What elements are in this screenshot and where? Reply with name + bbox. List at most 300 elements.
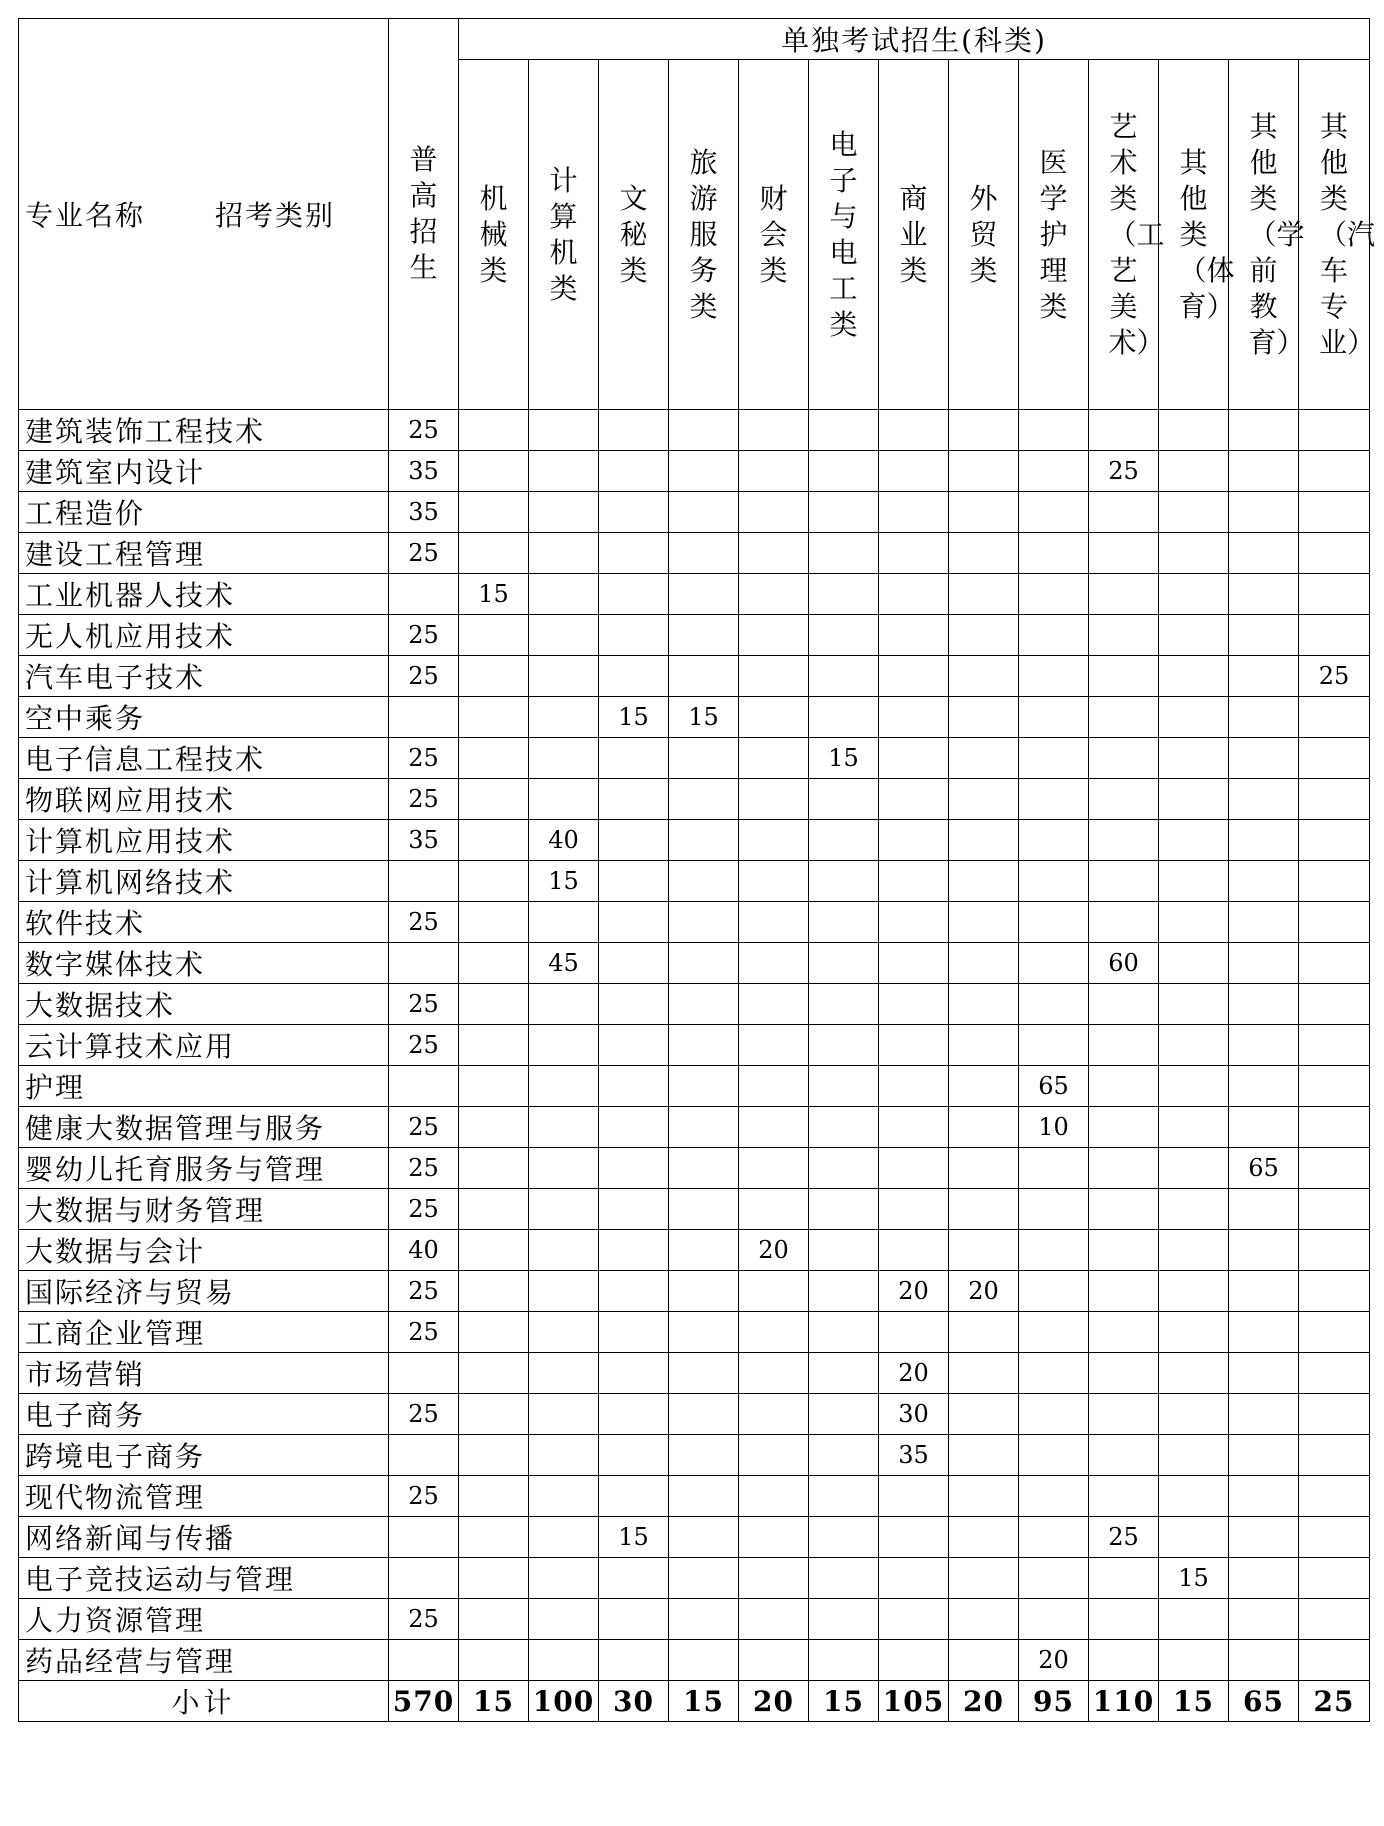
quota-cell xyxy=(739,738,809,779)
quota-cell xyxy=(459,615,529,656)
quota-cell xyxy=(459,1640,529,1681)
quota-cell xyxy=(879,779,949,820)
quota-cell xyxy=(739,1599,809,1640)
quota-cell xyxy=(1229,1271,1299,1312)
quota-cell xyxy=(949,902,1019,943)
enrollment-plan-table xyxy=(18,18,1376,1722)
quota-cell xyxy=(1089,1599,1159,1640)
major-name: 市场营销 xyxy=(19,1353,389,1394)
quota-cell xyxy=(1299,1312,1370,1353)
quota-cell: 20 xyxy=(949,1271,1019,1312)
quota-cell xyxy=(459,861,529,902)
category-header-2 xyxy=(599,60,669,410)
subtotal-cell: 570 xyxy=(389,1681,459,1722)
category-label: 电子与电工类 xyxy=(829,127,858,341)
quota-cell xyxy=(529,410,599,451)
subtotal-cell: 95 xyxy=(1019,1681,1089,1722)
quota-cell xyxy=(1159,656,1229,697)
quota-cell xyxy=(1019,820,1089,861)
quota-cell: 35 xyxy=(389,451,459,492)
quota-cell: 10 xyxy=(1019,1107,1089,1148)
quota-cell xyxy=(389,1640,459,1681)
quota-cell xyxy=(1229,410,1299,451)
major-name: 婴幼儿托育服务与管理 xyxy=(19,1148,389,1189)
quota-cell xyxy=(669,902,739,943)
major-name: 工程造价 xyxy=(19,492,389,533)
quota-cell xyxy=(459,1107,529,1148)
subtotal-cell: 15 xyxy=(459,1681,529,1722)
quota-cell xyxy=(599,943,669,984)
quota-cell xyxy=(599,1558,669,1599)
quota-cell xyxy=(1229,902,1299,943)
quota-cell: 25 xyxy=(389,738,459,779)
quota-cell xyxy=(1089,779,1159,820)
quota-cell xyxy=(389,697,459,738)
quota-cell xyxy=(669,574,739,615)
quota-cell xyxy=(1089,1066,1159,1107)
quota-cell: 25 xyxy=(389,1148,459,1189)
quota-cell xyxy=(529,451,599,492)
quota-cell xyxy=(1229,738,1299,779)
quota-cell xyxy=(1159,984,1229,1025)
table-row xyxy=(19,492,1370,533)
subtotal-cell: 65 xyxy=(1229,1681,1299,1722)
quota-cell xyxy=(529,492,599,533)
quota-cell xyxy=(669,820,739,861)
quota-cell xyxy=(809,820,879,861)
quota-cell xyxy=(809,1107,879,1148)
quota-cell xyxy=(459,492,529,533)
quota-cell xyxy=(599,656,669,697)
table-row xyxy=(19,820,1370,861)
quota-cell xyxy=(739,1148,809,1189)
quota-cell xyxy=(949,410,1019,451)
major-name: 计算机网络技术 xyxy=(19,861,389,902)
table-row xyxy=(19,779,1370,820)
quota-cell xyxy=(879,615,949,656)
major-name: 大数据与会计 xyxy=(19,1230,389,1271)
quota-cell xyxy=(739,492,809,533)
single-exam-group-header: 单独考试招生(科类) xyxy=(459,19,1370,60)
quota-cell xyxy=(599,1148,669,1189)
category-label: 机械类 xyxy=(479,181,508,287)
quota-cell xyxy=(1229,1599,1299,1640)
quota-cell xyxy=(599,1353,669,1394)
major-name: 大数据技术 xyxy=(19,984,389,1025)
quota-cell xyxy=(1229,656,1299,697)
quota-cell xyxy=(599,861,669,902)
quota-cell xyxy=(599,615,669,656)
quota-cell xyxy=(1019,410,1089,451)
quota-cell: 25 xyxy=(389,1107,459,1148)
major-name: 人力资源管理 xyxy=(19,1599,389,1640)
quota-cell xyxy=(1299,861,1370,902)
quota-cell xyxy=(1089,697,1159,738)
quota-cell xyxy=(1019,943,1089,984)
category-label: 文秘类 xyxy=(619,181,648,287)
quota-cell xyxy=(1299,1025,1370,1066)
quota-cell xyxy=(809,1517,879,1558)
quota-cell xyxy=(949,574,1019,615)
quota-cell xyxy=(1089,1312,1159,1353)
quota-cell xyxy=(879,1148,949,1189)
quota-cell xyxy=(1299,1435,1370,1476)
quota-cell xyxy=(1299,943,1370,984)
quota-cell xyxy=(879,943,949,984)
subtotal-cell: 20 xyxy=(949,1681,1019,1722)
quota-cell xyxy=(459,1435,529,1476)
quota-cell xyxy=(529,1476,599,1517)
quota-cell xyxy=(459,1271,529,1312)
quota-cell xyxy=(1089,533,1159,574)
quota-cell: 15 xyxy=(459,574,529,615)
category-label: 其他类（汽车专业） xyxy=(1319,109,1376,359)
quota-cell xyxy=(1299,738,1370,779)
quota-cell xyxy=(599,410,669,451)
subtotal-row xyxy=(19,1681,1370,1722)
quota-cell xyxy=(739,1271,809,1312)
quota-cell xyxy=(739,943,809,984)
quota-cell xyxy=(1089,1230,1159,1271)
quota-cell xyxy=(1159,1271,1229,1312)
quota-cell xyxy=(809,1025,879,1066)
quota-cell: 65 xyxy=(1229,1148,1299,1189)
quota-cell xyxy=(599,820,669,861)
quota-cell xyxy=(529,1517,599,1558)
quota-cell xyxy=(879,1640,949,1681)
general-enrollment-header xyxy=(389,19,459,410)
subtotal-cell: 25 xyxy=(1299,1681,1370,1722)
quota-cell xyxy=(389,861,459,902)
table-row xyxy=(19,615,1370,656)
quota-cell xyxy=(389,1558,459,1599)
quota-cell xyxy=(879,1476,949,1517)
quota-cell xyxy=(1229,1312,1299,1353)
major-name: 工商企业管理 xyxy=(19,1312,389,1353)
quota-cell xyxy=(809,410,879,451)
table-row xyxy=(19,1271,1370,1312)
quota-cell xyxy=(949,1435,1019,1476)
quota-cell xyxy=(879,1312,949,1353)
quota-cell xyxy=(459,1517,529,1558)
quota-cell xyxy=(949,1025,1019,1066)
quota-cell xyxy=(949,1476,1019,1517)
quota-cell xyxy=(599,1271,669,1312)
quota-cell xyxy=(669,1476,739,1517)
quota-cell: 25 xyxy=(389,1271,459,1312)
quota-cell xyxy=(879,1599,949,1640)
major-name: 国际经济与贸易 xyxy=(19,1271,389,1312)
quota-cell xyxy=(599,492,669,533)
quota-cell xyxy=(879,1066,949,1107)
quota-cell: 15 xyxy=(669,697,739,738)
quota-cell xyxy=(739,533,809,574)
major-name: 建筑室内设计 xyxy=(19,451,389,492)
quota-cell xyxy=(739,656,809,697)
category-header-3 xyxy=(669,60,739,410)
quota-cell xyxy=(809,656,879,697)
subtotal-cell: 15 xyxy=(669,1681,739,1722)
quota-cell xyxy=(529,697,599,738)
major-name: 建设工程管理 xyxy=(19,533,389,574)
quota-cell xyxy=(949,1066,1019,1107)
table-row xyxy=(19,410,1370,451)
quota-cell xyxy=(669,1271,739,1312)
quota-cell xyxy=(949,1107,1019,1148)
table-row xyxy=(19,574,1370,615)
quota-cell: 35 xyxy=(389,820,459,861)
quota-cell xyxy=(529,1148,599,1189)
table-row xyxy=(19,1394,1370,1435)
quota-cell xyxy=(459,410,529,451)
quota-cell xyxy=(669,1189,739,1230)
quota-cell xyxy=(949,984,1019,1025)
quota-cell xyxy=(669,656,739,697)
quota-cell xyxy=(1019,738,1089,779)
quota-cell: 25 xyxy=(389,1476,459,1517)
table-row xyxy=(19,533,1370,574)
quota-cell xyxy=(809,1066,879,1107)
quota-cell xyxy=(1229,1640,1299,1681)
quota-cell xyxy=(529,1025,599,1066)
quota-cell xyxy=(389,1066,459,1107)
quota-cell xyxy=(1019,1189,1089,1230)
quota-cell xyxy=(1299,1517,1370,1558)
quota-cell xyxy=(949,1353,1019,1394)
quota-cell xyxy=(459,902,529,943)
quota-cell xyxy=(879,451,949,492)
quota-cell xyxy=(1019,1353,1089,1394)
quota-cell xyxy=(1299,1189,1370,1230)
quota-cell xyxy=(879,574,949,615)
category-label: 计算机类 xyxy=(549,163,578,305)
quota-cell xyxy=(1229,492,1299,533)
quota-cell xyxy=(1089,1107,1159,1148)
quota-cell xyxy=(1089,1394,1159,1435)
quota-cell xyxy=(1019,492,1089,533)
quota-cell xyxy=(1299,492,1370,533)
major-name: 跨境电子商务 xyxy=(19,1435,389,1476)
quota-cell xyxy=(669,1230,739,1271)
quota-cell xyxy=(1089,1640,1159,1681)
table-row xyxy=(19,1435,1370,1476)
quota-cell xyxy=(1089,656,1159,697)
category-header-12 xyxy=(1299,60,1376,410)
quota-cell xyxy=(669,861,739,902)
quota-cell xyxy=(669,1640,739,1681)
quota-cell xyxy=(809,1435,879,1476)
quota-cell xyxy=(1089,1189,1159,1230)
quota-cell: 25 xyxy=(389,533,459,574)
quota-cell xyxy=(1019,656,1089,697)
quota-cell xyxy=(879,902,949,943)
quota-cell xyxy=(809,943,879,984)
category-header-6 xyxy=(879,60,949,410)
quota-cell xyxy=(599,1599,669,1640)
quota-cell xyxy=(949,1189,1019,1230)
enrollment-table-sheet xyxy=(18,18,1376,1722)
quota-cell xyxy=(1159,1312,1229,1353)
quota-cell xyxy=(599,738,669,779)
quota-cell xyxy=(1299,902,1370,943)
quota-cell xyxy=(739,779,809,820)
general-enrollment-label: 普高招生 xyxy=(409,143,438,284)
quota-cell xyxy=(669,1107,739,1148)
quota-cell xyxy=(879,1025,949,1066)
quota-cell xyxy=(1299,1066,1370,1107)
category-label: 旅游服务类 xyxy=(689,145,718,323)
quota-cell xyxy=(1159,1476,1229,1517)
table-row xyxy=(19,1476,1370,1517)
quota-cell xyxy=(879,1230,949,1271)
quota-cell xyxy=(599,1025,669,1066)
category-header-4 xyxy=(739,60,809,410)
quota-cell xyxy=(739,1312,809,1353)
quota-cell xyxy=(739,1189,809,1230)
quota-cell xyxy=(1159,738,1229,779)
quota-cell xyxy=(1229,1107,1299,1148)
quota-cell xyxy=(1159,1353,1229,1394)
quota-cell xyxy=(1299,1230,1370,1271)
quota-cell: 25 xyxy=(1089,451,1159,492)
table-row xyxy=(19,1558,1370,1599)
category-label: 财会类 xyxy=(759,181,788,287)
table-row xyxy=(19,656,1370,697)
quota-cell xyxy=(389,943,459,984)
major-name: 电子商务 xyxy=(19,1394,389,1435)
major-name: 药品经营与管理 xyxy=(19,1640,389,1681)
quota-cell xyxy=(1089,1148,1159,1189)
quota-cell xyxy=(669,1435,739,1476)
quota-cell xyxy=(459,1599,529,1640)
quota-cell: 25 xyxy=(389,779,459,820)
quota-cell xyxy=(1299,820,1370,861)
quota-cell xyxy=(1089,492,1159,533)
quota-cell xyxy=(459,1148,529,1189)
quota-cell xyxy=(669,1148,739,1189)
quota-cell xyxy=(879,1517,949,1558)
quota-cell xyxy=(809,1640,879,1681)
table-row xyxy=(19,451,1370,492)
quota-cell xyxy=(1229,1353,1299,1394)
category-header-9 xyxy=(1089,60,1165,410)
quota-cell xyxy=(459,1353,529,1394)
quota-cell xyxy=(1299,1271,1370,1312)
quota-cell xyxy=(529,533,599,574)
subtotal-cell: 15 xyxy=(809,1681,879,1722)
quota-cell xyxy=(529,1066,599,1107)
quota-cell xyxy=(1019,1312,1089,1353)
quota-cell xyxy=(1019,1435,1089,1476)
major-name: 数字媒体技术 xyxy=(19,943,389,984)
quota-cell xyxy=(1159,1148,1229,1189)
quota-cell xyxy=(879,410,949,451)
category-header-7 xyxy=(949,60,1019,410)
quota-cell: 15 xyxy=(809,738,879,779)
quota-cell xyxy=(809,451,879,492)
quota-cell xyxy=(599,533,669,574)
table-row xyxy=(19,1312,1370,1353)
quota-cell xyxy=(529,1640,599,1681)
quota-cell xyxy=(1299,1476,1370,1517)
quota-cell xyxy=(739,1066,809,1107)
quota-cell xyxy=(949,451,1019,492)
quota-cell xyxy=(459,984,529,1025)
quota-cell xyxy=(1159,1640,1229,1681)
table-row xyxy=(19,943,1370,984)
subtotal-cell: 105 xyxy=(879,1681,949,1722)
major-name: 护理 xyxy=(19,1066,389,1107)
subtotal-label: 小计 xyxy=(19,1681,389,1722)
quota-cell xyxy=(1159,1517,1229,1558)
quota-cell xyxy=(669,1353,739,1394)
quota-cell xyxy=(739,984,809,1025)
quota-cell xyxy=(949,738,1019,779)
major-name: 健康大数据管理与服务 xyxy=(19,1107,389,1148)
quota-cell xyxy=(1229,1476,1299,1517)
quota-cell xyxy=(669,1066,739,1107)
quota-cell: 60 xyxy=(1089,943,1159,984)
major-name: 云计算技术应用 xyxy=(19,1025,389,1066)
quota-cell xyxy=(459,738,529,779)
quota-cell xyxy=(739,1107,809,1148)
quota-cell: 25 xyxy=(389,1189,459,1230)
quota-cell xyxy=(1299,984,1370,1025)
quota-cell xyxy=(1229,574,1299,615)
quota-cell xyxy=(529,984,599,1025)
quota-cell: 25 xyxy=(1089,1517,1159,1558)
category-header-0 xyxy=(459,60,529,410)
quota-cell xyxy=(669,1558,739,1599)
category-header-8 xyxy=(1019,60,1089,410)
quota-cell xyxy=(1229,1230,1299,1271)
quota-cell xyxy=(1019,1230,1089,1271)
quota-cell xyxy=(599,1476,669,1517)
quota-cell: 15 xyxy=(1159,1558,1229,1599)
quota-cell xyxy=(599,779,669,820)
subtotal-cell: 100 xyxy=(529,1681,599,1722)
quota-cell: 15 xyxy=(599,697,669,738)
quota-cell xyxy=(1229,1025,1299,1066)
quota-cell xyxy=(599,1230,669,1271)
quota-cell xyxy=(739,1517,809,1558)
quota-cell xyxy=(1019,533,1089,574)
category-label: 其他类（体育） xyxy=(1178,145,1235,323)
quota-cell xyxy=(879,820,949,861)
quota-cell xyxy=(809,1476,879,1517)
quota-cell xyxy=(879,697,949,738)
major-name: 现代物流管理 xyxy=(19,1476,389,1517)
quota-cell xyxy=(1229,615,1299,656)
quota-cell xyxy=(1019,902,1089,943)
quota-cell xyxy=(459,1558,529,1599)
table-row xyxy=(19,1189,1370,1230)
quota-cell xyxy=(1019,574,1089,615)
quota-cell xyxy=(599,1394,669,1435)
quota-cell xyxy=(459,533,529,574)
quota-cell xyxy=(599,451,669,492)
quota-cell xyxy=(1159,410,1229,451)
major-name: 大数据与财务管理 xyxy=(19,1189,389,1230)
corner-header-cell xyxy=(19,19,389,410)
quota-cell: 25 xyxy=(1299,656,1370,697)
quota-cell xyxy=(599,1312,669,1353)
category-label: 艺术类（工艺美术） xyxy=(1108,109,1165,359)
quota-cell: 25 xyxy=(389,656,459,697)
quota-cell xyxy=(809,1230,879,1271)
quota-cell xyxy=(1159,861,1229,902)
quota-cell xyxy=(389,574,459,615)
